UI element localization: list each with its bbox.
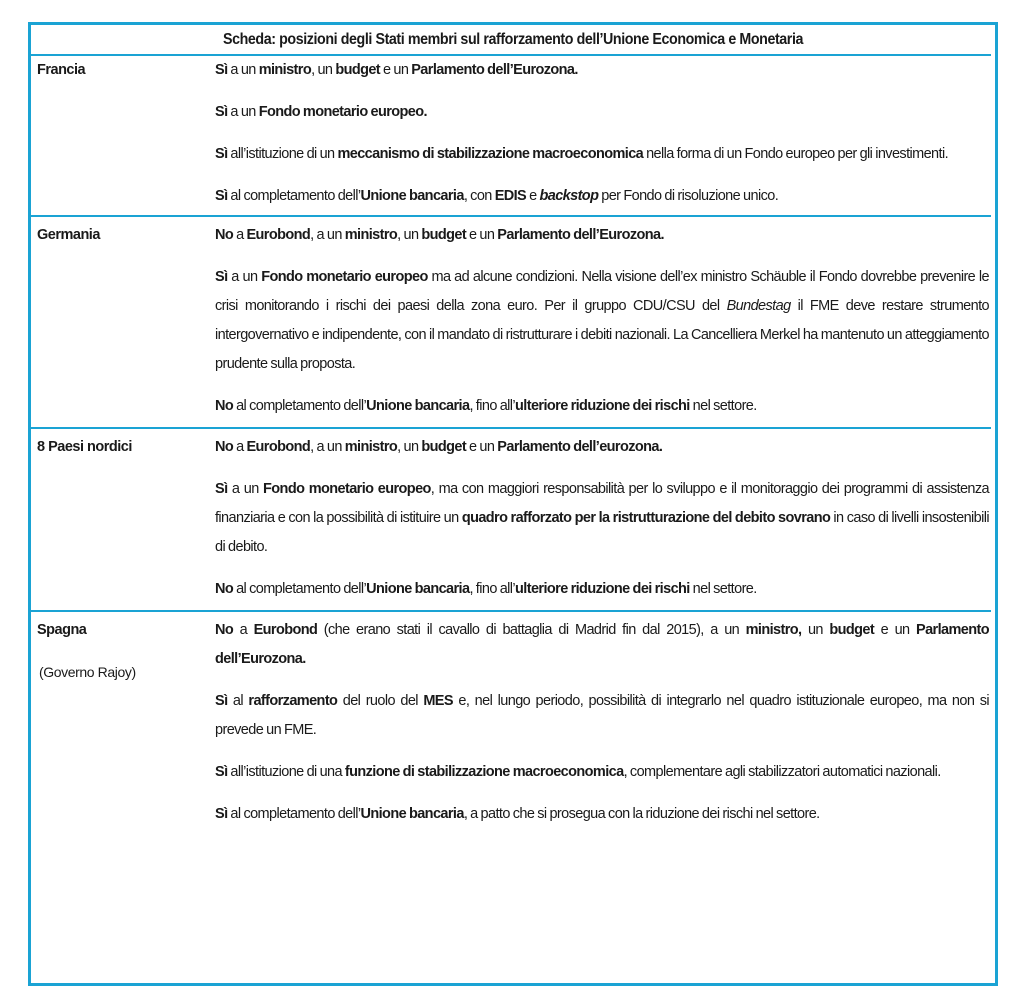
emphasis-text: ulteriore riduzione dei rischi — [515, 398, 690, 414]
emphasis-text: Eurobond — [246, 227, 311, 243]
body-text: il FME deve restare strumento intergovernativo e indipendente, con il mandato di ristrutturare i debiti nazionali. La Cancelliera Merkel ha mantenuto un atteggiamento prudente sulla proposta. — [215, 298, 989, 372]
position-statement — [215, 800, 989, 829]
position-statement — [215, 182, 989, 211]
position-statement — [215, 98, 989, 127]
body-text: , a un — [310, 439, 345, 455]
position-list — [215, 56, 989, 211]
emphasis-text: Sì — [215, 481, 228, 497]
body-text: , ma con maggiori responsabilità per lo sviluppo e il monitoraggio dei programmi di assistenza finanziaria e con la possibilità di istituire un — [215, 481, 989, 526]
emphasis-text: Unione bancaria — [366, 581, 470, 597]
emphasis-text: meccanismo di stabilizzazione macroeconomica — [337, 146, 644, 162]
body-text: a un — [227, 481, 264, 497]
body-text: a — [233, 227, 247, 243]
position-statement — [215, 475, 989, 562]
emphasis-text: budget — [421, 227, 467, 243]
emphasis-text: ministro, — [745, 622, 802, 638]
country-section-8-paesi-nordici — [31, 429, 995, 610]
body-text: , fino all’ — [469, 581, 516, 597]
body-text: e, nel lungo periodo, possibilità di integrarlo nel quadro istituzionale europeo, ma non si prevede un FME. — [215, 693, 989, 738]
body-text: , un — [397, 439, 422, 455]
body-text: ma ad alcune condizioni. Nella visione dell’ex ministro Schäuble il Fondo dovrebbe prevenire le crisi monitorando i rischi dei paesi della zona euro. Per il gruppo CDU/CSU del — [215, 269, 989, 314]
country-section-germania — [31, 217, 995, 427]
body-text: e un — [874, 622, 916, 638]
emphasis-text: MES — [423, 693, 453, 709]
emphasis-text: quadro rafforzato per la ristrutturazione del debito sovrano — [461, 510, 831, 526]
body-text: a un — [227, 62, 259, 78]
emphasis-text: budget — [421, 439, 467, 455]
position-list — [215, 616, 989, 829]
emphasis-text: ministro — [258, 62, 312, 78]
body-text: al — [227, 693, 249, 709]
emphasis-text: Fondo monetario europeo — [263, 481, 431, 497]
body-text: all’istituzione di un — [227, 146, 338, 162]
body-text: , a patto che si prosegua con la riduzione dei rischi nel settore. — [463, 806, 820, 822]
emphasis-text: Eurobond — [253, 622, 318, 638]
emphasis-text: Sì — [215, 104, 228, 120]
emphasis-text: backstop — [539, 188, 599, 204]
country-name: Germania — [37, 227, 100, 243]
emphasis-text: ministro — [344, 439, 398, 455]
body-text: in caso di livelli insostenibili di debito. — [215, 510, 989, 555]
body-text: e un — [466, 227, 498, 243]
emphasis-text: No — [215, 227, 234, 243]
emphasis-text: Unione bancaria — [366, 398, 470, 414]
emphasis-text: Parlamento dell’Eurozona. — [411, 62, 578, 78]
emphasis-text: No — [215, 581, 234, 597]
body-text: al completamento dell’ — [233, 581, 367, 597]
position-statement — [215, 758, 989, 787]
body-text: al completamento dell’ — [227, 188, 361, 204]
emphasis-text: rafforzamento — [248, 693, 338, 709]
emphasis-text: Parlamento dell’Eurozona. — [497, 227, 664, 243]
body-text: , fino all’ — [469, 398, 516, 414]
emphasis-text: Sì — [215, 62, 228, 78]
body-text: nella forma di un Fondo europeo per gli investimenti. — [643, 146, 949, 162]
card-title: Scheda: posizioni degli Stati membri sul rafforzamento dell’Unione Economica e Monetaria — [222, 31, 804, 48]
emphasis-text: No — [215, 622, 234, 638]
position-statement — [215, 687, 989, 745]
country-name: Spagna — [37, 622, 87, 638]
body-text: un — [801, 622, 830, 638]
emphasis-text: budget — [335, 62, 381, 78]
country-subtitle: (Governo Rajoy) — [39, 664, 136, 680]
position-statement — [215, 140, 989, 169]
position-list — [215, 221, 989, 421]
country-name: Francia — [37, 62, 86, 78]
body-text: a un — [227, 269, 262, 285]
emphasis-text: EDIS — [494, 188, 527, 204]
emphasis-text: Fondo monetario europeo. — [258, 104, 427, 120]
emphasis-text: Sì — [215, 269, 228, 285]
emphasis-text: budget — [829, 622, 875, 638]
body-text: e un — [380, 62, 412, 78]
emphasis-text: Sì — [215, 188, 228, 204]
position-statement — [215, 263, 989, 379]
body-text: a — [233, 622, 254, 638]
position-statement — [215, 616, 989, 674]
emphasis-text: ministro — [344, 227, 398, 243]
body-text: , con — [463, 188, 495, 204]
body-text: , un — [397, 227, 422, 243]
emphasis-text: Sì — [215, 806, 228, 822]
body-text: del ruolo del — [337, 693, 424, 709]
position-statement — [215, 392, 989, 421]
emphasis-text: No — [215, 439, 234, 455]
emphasis-text: funzione di stabilizzazione macroeconomica — [344, 764, 624, 780]
country-sections — [31, 56, 995, 843]
position-statement — [215, 433, 989, 462]
country-section-spagna — [31, 612, 995, 843]
emphasis-text: Sì — [215, 693, 228, 709]
emphasis-text: ulteriore riduzione dei rischi — [515, 581, 690, 597]
country-name: 8 Paesi nordici — [37, 439, 132, 455]
body-text: nel settore. — [689, 581, 757, 597]
body-text: al completamento dell’ — [227, 806, 361, 822]
info-card-frame — [28, 22, 998, 986]
emphasis-text: Sì — [215, 764, 228, 780]
emphasis-text: Sì — [215, 146, 228, 162]
emphasis-text: Parlamento dell’eurozona. — [497, 439, 663, 455]
body-text: all’istituzione di una — [227, 764, 345, 780]
country-section-francia — [31, 56, 995, 215]
body-text: per Fondo di risoluzione unico. — [598, 188, 779, 204]
body-text: al completamento dell’ — [233, 398, 367, 414]
emphasis-text: Eurobond — [246, 439, 311, 455]
position-list — [215, 433, 989, 604]
body-text: a un — [227, 104, 259, 120]
emphasis-text: Parlamento dell’Eurozona. — [215, 622, 989, 667]
body-text: , a un — [310, 227, 345, 243]
body-text: nel settore. — [689, 398, 757, 414]
italic-text: Bundestag — [726, 298, 791, 314]
position-statement — [215, 575, 989, 604]
body-text: a — [233, 439, 247, 455]
position-statement — [215, 221, 989, 250]
body-text: (che erano stati il cavallo di battaglia di Madrid fin dal 2015), a un — [317, 622, 746, 638]
emphasis-text: No — [215, 398, 234, 414]
body-text: e un — [466, 439, 498, 455]
body-text: e — [526, 188, 540, 204]
body-text: , complementare agli stabilizzatori automatici nazionali. — [623, 764, 941, 780]
emphasis-text: Unione bancaria — [360, 806, 464, 822]
position-statement — [215, 56, 989, 85]
emphasis-text: Fondo monetario europeo — [261, 269, 428, 285]
emphasis-text: Unione bancaria — [360, 188, 464, 204]
body-text: , un — [311, 62, 336, 78]
